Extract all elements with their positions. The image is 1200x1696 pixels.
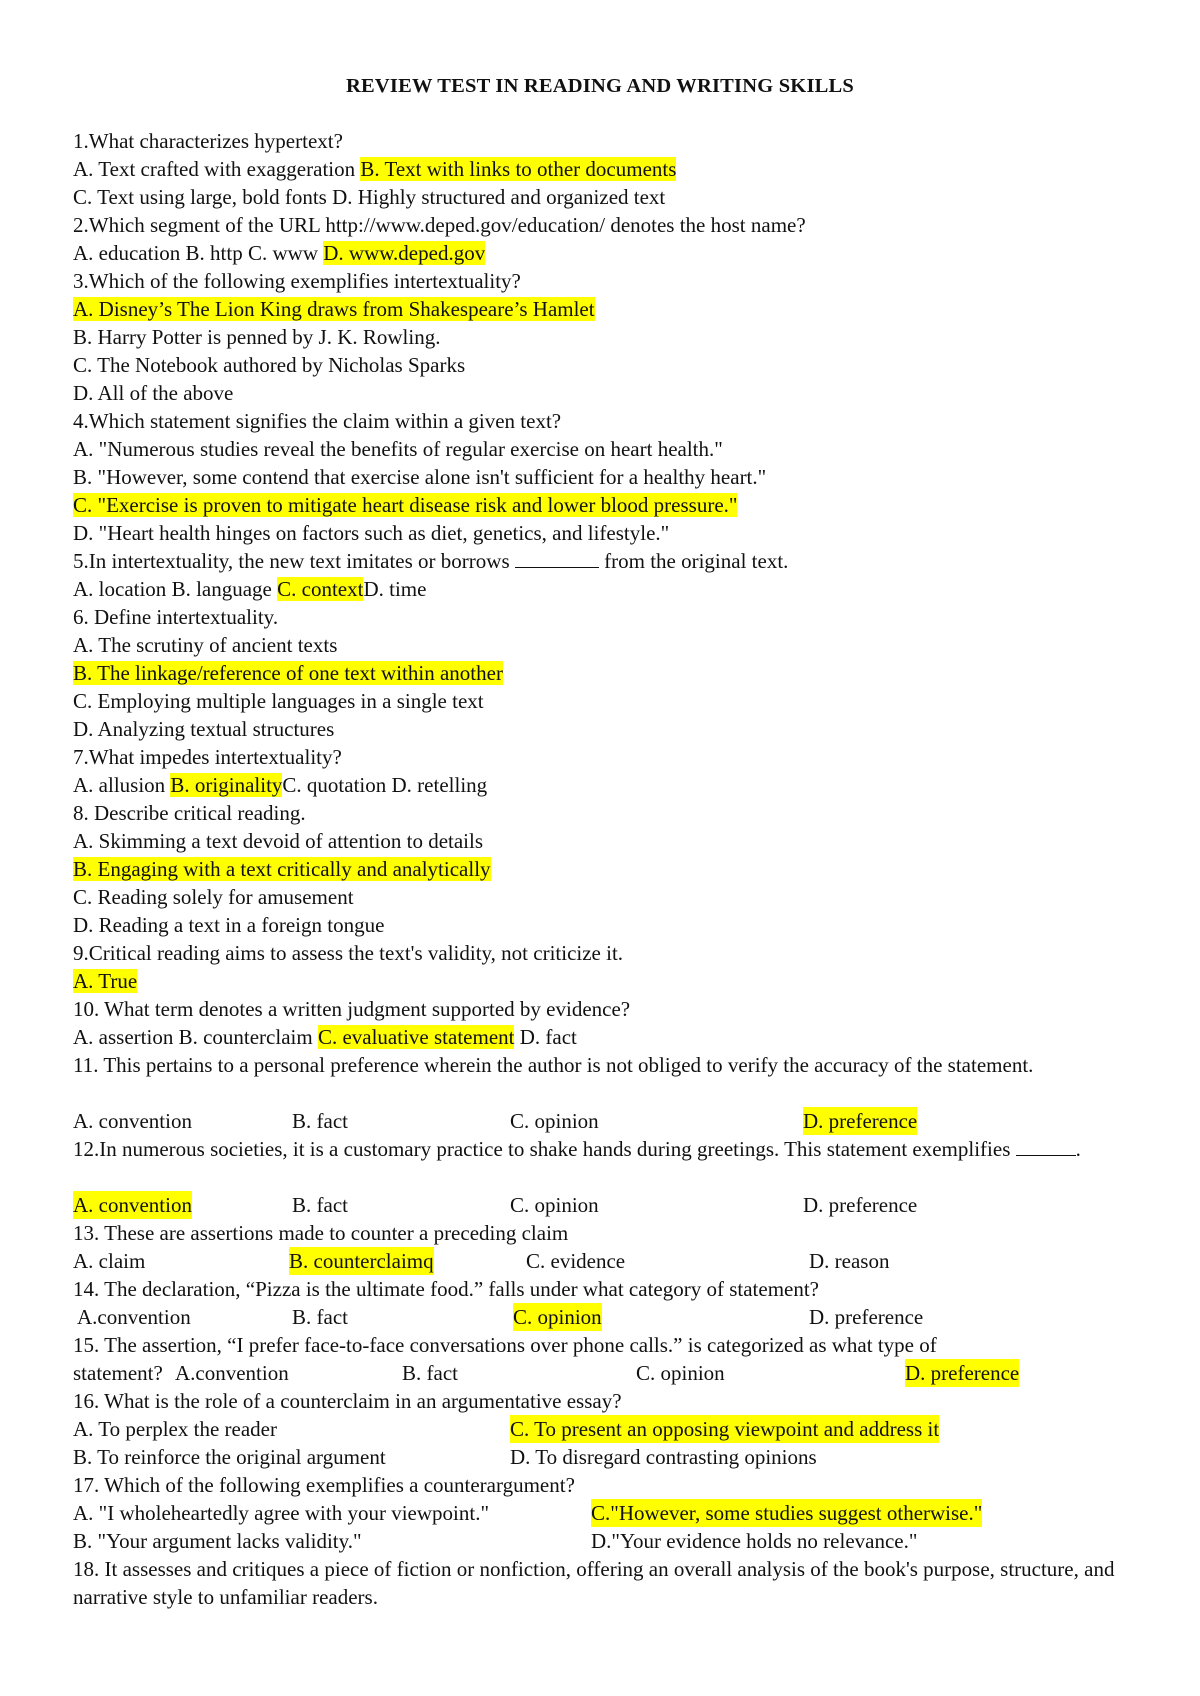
q12-options [73, 1191, 1133, 1219]
q5-option-c-answer: C. context [277, 577, 364, 601]
q3-option-d: D. All of the above [73, 381, 234, 405]
q17-options-row-1 [73, 1499, 1133, 1527]
q3-option-b: B. Harry Potter is penned by J. K. Rowling. [73, 325, 441, 349]
q7-option-d: D. retelling [391, 773, 488, 797]
q5-option-a: A. location [73, 577, 167, 601]
q3-option-c: C. The Notebook authored by Nicholas Sparks [73, 353, 466, 377]
question-9: 9.Critical reading aims to assess the text's validity, not criticize it. [73, 941, 624, 965]
question-15: 15. The assertion, “I prefer face-to-face conversations over phone calls.” is categorized as what type of [73, 1333, 937, 1357]
q10-option-c-answer: C. evaluative statement [317, 1025, 515, 1049]
q1-option-d: D. Highly structured and organized text [332, 185, 666, 209]
q3-option-a-answer: A. Disney’s The Lion King draws from Shakespeare’s Hamlet [73, 297, 595, 321]
q5-question-end: from the original text. [604, 549, 789, 573]
question-2: 2.Which segment of the URL http://www.deped.gov/education/ denotes the host name? [73, 213, 806, 237]
q15-question-end: statement? [73, 1361, 163, 1385]
question-7: 7.What impedes intertextuality? [73, 745, 342, 769]
q15-option-a: A.convention [175, 1361, 289, 1385]
q6-option-c: C. Employing multiple languages in a single text [73, 689, 484, 713]
q5-option-b: B. language [171, 577, 272, 601]
q5-question-start: 5.In intertextuality, the new text imitates or borrows [73, 549, 510, 573]
q15-option-d-answer: D. preference [905, 1361, 1020, 1385]
question-8: 8. Describe critical reading. [73, 801, 306, 825]
question-14: 14. The declaration, “Pizza is the ultimate food.” falls under what category of statement? [73, 1277, 820, 1301]
q13-option-b-answer: B. counterclaimq [289, 1249, 434, 1273]
q5-blank [515, 547, 599, 568]
q16-option-d: D. To disregard contrasting opinions [510, 1445, 817, 1469]
q14-option-b: B. fact [292, 1305, 348, 1329]
q12-option-a-answer: A. convention [73, 1193, 192, 1217]
q17-options-row-2 [73, 1527, 1133, 1555]
q10-option-a: A. assertion [73, 1025, 174, 1049]
question-13: 13. These are assertions made to counter a preceding claim [73, 1221, 569, 1245]
q2-option-d-answer: D. www.deped.gov [323, 241, 486, 265]
q15-options [73, 1359, 1133, 1387]
q11-option-a: A. convention [73, 1109, 192, 1133]
q16-option-c-answer: C. To present an opposing viewpoint and address it [510, 1417, 940, 1441]
q7-option-a: A. allusion [73, 773, 166, 797]
question-10: 10. What term denotes a written judgment supported by evidence? [73, 997, 631, 1021]
q6-option-a: A. The scrutiny of ancient texts [73, 633, 338, 657]
q6-option-row-b [73, 659, 1133, 687]
q16-options-row-1 [73, 1415, 1133, 1443]
q4-option-c-answer: C. "Exercise is proven to mitigate heart disease risk and lower blood pressure." [73, 493, 738, 517]
question-6: 6. Define intertextuality. [73, 605, 279, 629]
q7-option-b-answer: B. originality [170, 773, 283, 797]
q8-option-c: C. Reading solely for amusement [73, 885, 354, 909]
q8-option-a: A. Skimming a text devoid of attention to details [73, 829, 484, 853]
q2-option-a: A. education [73, 241, 181, 265]
page-title: REVIEW TEST IN READING AND WRITING SKILLS [346, 75, 854, 97]
q12-option-b: B. fact [292, 1193, 348, 1217]
question-list [73, 127, 1133, 1611]
q12-question-end: . [1075, 1137, 1081, 1161]
question-11: 11. This pertains to a personal preference wherein the author is not obliged to verify the accuracy of the statement. [73, 1053, 1034, 1077]
q7-option-c: C. quotation [282, 773, 387, 797]
q17-option-d: D."Your evidence holds no relevance." [591, 1529, 918, 1553]
q13-option-a: A. claim [73, 1249, 146, 1273]
q6-option-b-answer: B. The linkage/reference of one text within another [73, 661, 503, 685]
q5-option-d: D. time [363, 577, 427, 601]
q1-options-row-2 [73, 183, 1133, 211]
q17-option-c-answer: C."However, some studies suggest otherwise." [591, 1501, 983, 1525]
q6-option-d: D. Analyzing textual structures [73, 717, 335, 741]
q11-option-d-answer: D. preference [803, 1109, 918, 1133]
q12-option-c: C. opinion [510, 1193, 599, 1217]
question-18: 18. It assesses and critiques a piece of fiction or nonfiction, offering an overall analysis of the book's purpose, structure, and narrative style to unfamiliar readers. [73, 1557, 1115, 1609]
q1-options-row-1 [73, 155, 1133, 183]
q9-option-a-answer: A. True [73, 969, 138, 993]
q8-option-b-answer: B. Engaging with a text critically and analytically [73, 857, 491, 881]
q14-option-a: A.convention [77, 1305, 191, 1329]
q14-option-c-answer: C. opinion [513, 1305, 602, 1329]
q12-option-d: D. preference [803, 1193, 918, 1217]
q1-option-b-answer: B. Text with links to other documents [360, 157, 677, 181]
question-17: 17. Which of the following exemplifies a counterargument? [73, 1473, 575, 1497]
question-1: 1.What characterizes hypertext? [73, 129, 343, 153]
q4-option-a: A. "Numerous studies reveal the benefits of regular exercise on heart health." [73, 437, 723, 461]
q5-options [73, 575, 1133, 603]
q14-options [73, 1303, 1133, 1331]
q8-option-row-b [73, 855, 1133, 883]
q12-question-text: 12.In numerous societies, it is a customary practice to shake hands during greetings. This statement exemplifies [73, 1137, 1011, 1161]
q14-option-d: D. preference [809, 1305, 924, 1329]
q7-options [73, 771, 1133, 799]
q4-option-b: B. "However, some contend that exercise alone isn't sufficient for a healthy heart." [73, 465, 767, 489]
q13-options [73, 1247, 1133, 1275]
q15-option-c: C. opinion [636, 1361, 725, 1385]
q8-option-d: D. Reading a text in a foreign tongue [73, 913, 385, 937]
question-3: 3.Which of the following exemplifies intertextuality? [73, 269, 521, 293]
q1-option-a: A. Text crafted with exaggeration [73, 157, 356, 181]
q3-option-row-a [73, 295, 1133, 323]
q12-blank [1016, 1135, 1076, 1156]
q4-option-row-c [73, 491, 1133, 519]
q9-option-row-a [73, 967, 1133, 995]
q10-options [73, 1023, 1133, 1051]
q13-option-c: C. evidence [526, 1249, 626, 1273]
q16-option-a: A. To perplex the reader [73, 1417, 277, 1441]
q11-option-c: C. opinion [510, 1109, 599, 1133]
q2-option-c: C. www [247, 241, 318, 265]
question-16: 16. What is the role of a counterclaim in an argumentative essay? [73, 1389, 622, 1413]
question-4: 4.Which statement signifies the claim within a given text? [73, 409, 562, 433]
q16-option-b: B. To reinforce the original argument [73, 1445, 386, 1469]
question-5 [73, 547, 1133, 575]
q1-option-c: C. Text using large, bold fonts [73, 185, 327, 209]
q11-options [73, 1107, 1133, 1135]
q2-option-b: B. http [185, 241, 243, 265]
q17-option-a: A. "I wholeheartedly agree with your viewpoint." [73, 1501, 490, 1525]
q2-options [73, 239, 1133, 267]
q16-options-row-2 [73, 1443, 1133, 1471]
q11-option-b: B. fact [292, 1109, 348, 1133]
question-12 [73, 1135, 1133, 1191]
q15-option-b: B. fact [402, 1361, 458, 1385]
q10-option-b: B. counterclaim [178, 1025, 313, 1049]
q4-option-d: D. "Heart health hinges on factors such as diet, genetics, and lifestyle." [73, 521, 670, 545]
q17-option-b: B. "Your argument lacks validity." [73, 1529, 362, 1553]
q13-option-d: D. reason [809, 1249, 890, 1273]
q10-option-d: D. fact [519, 1025, 577, 1049]
